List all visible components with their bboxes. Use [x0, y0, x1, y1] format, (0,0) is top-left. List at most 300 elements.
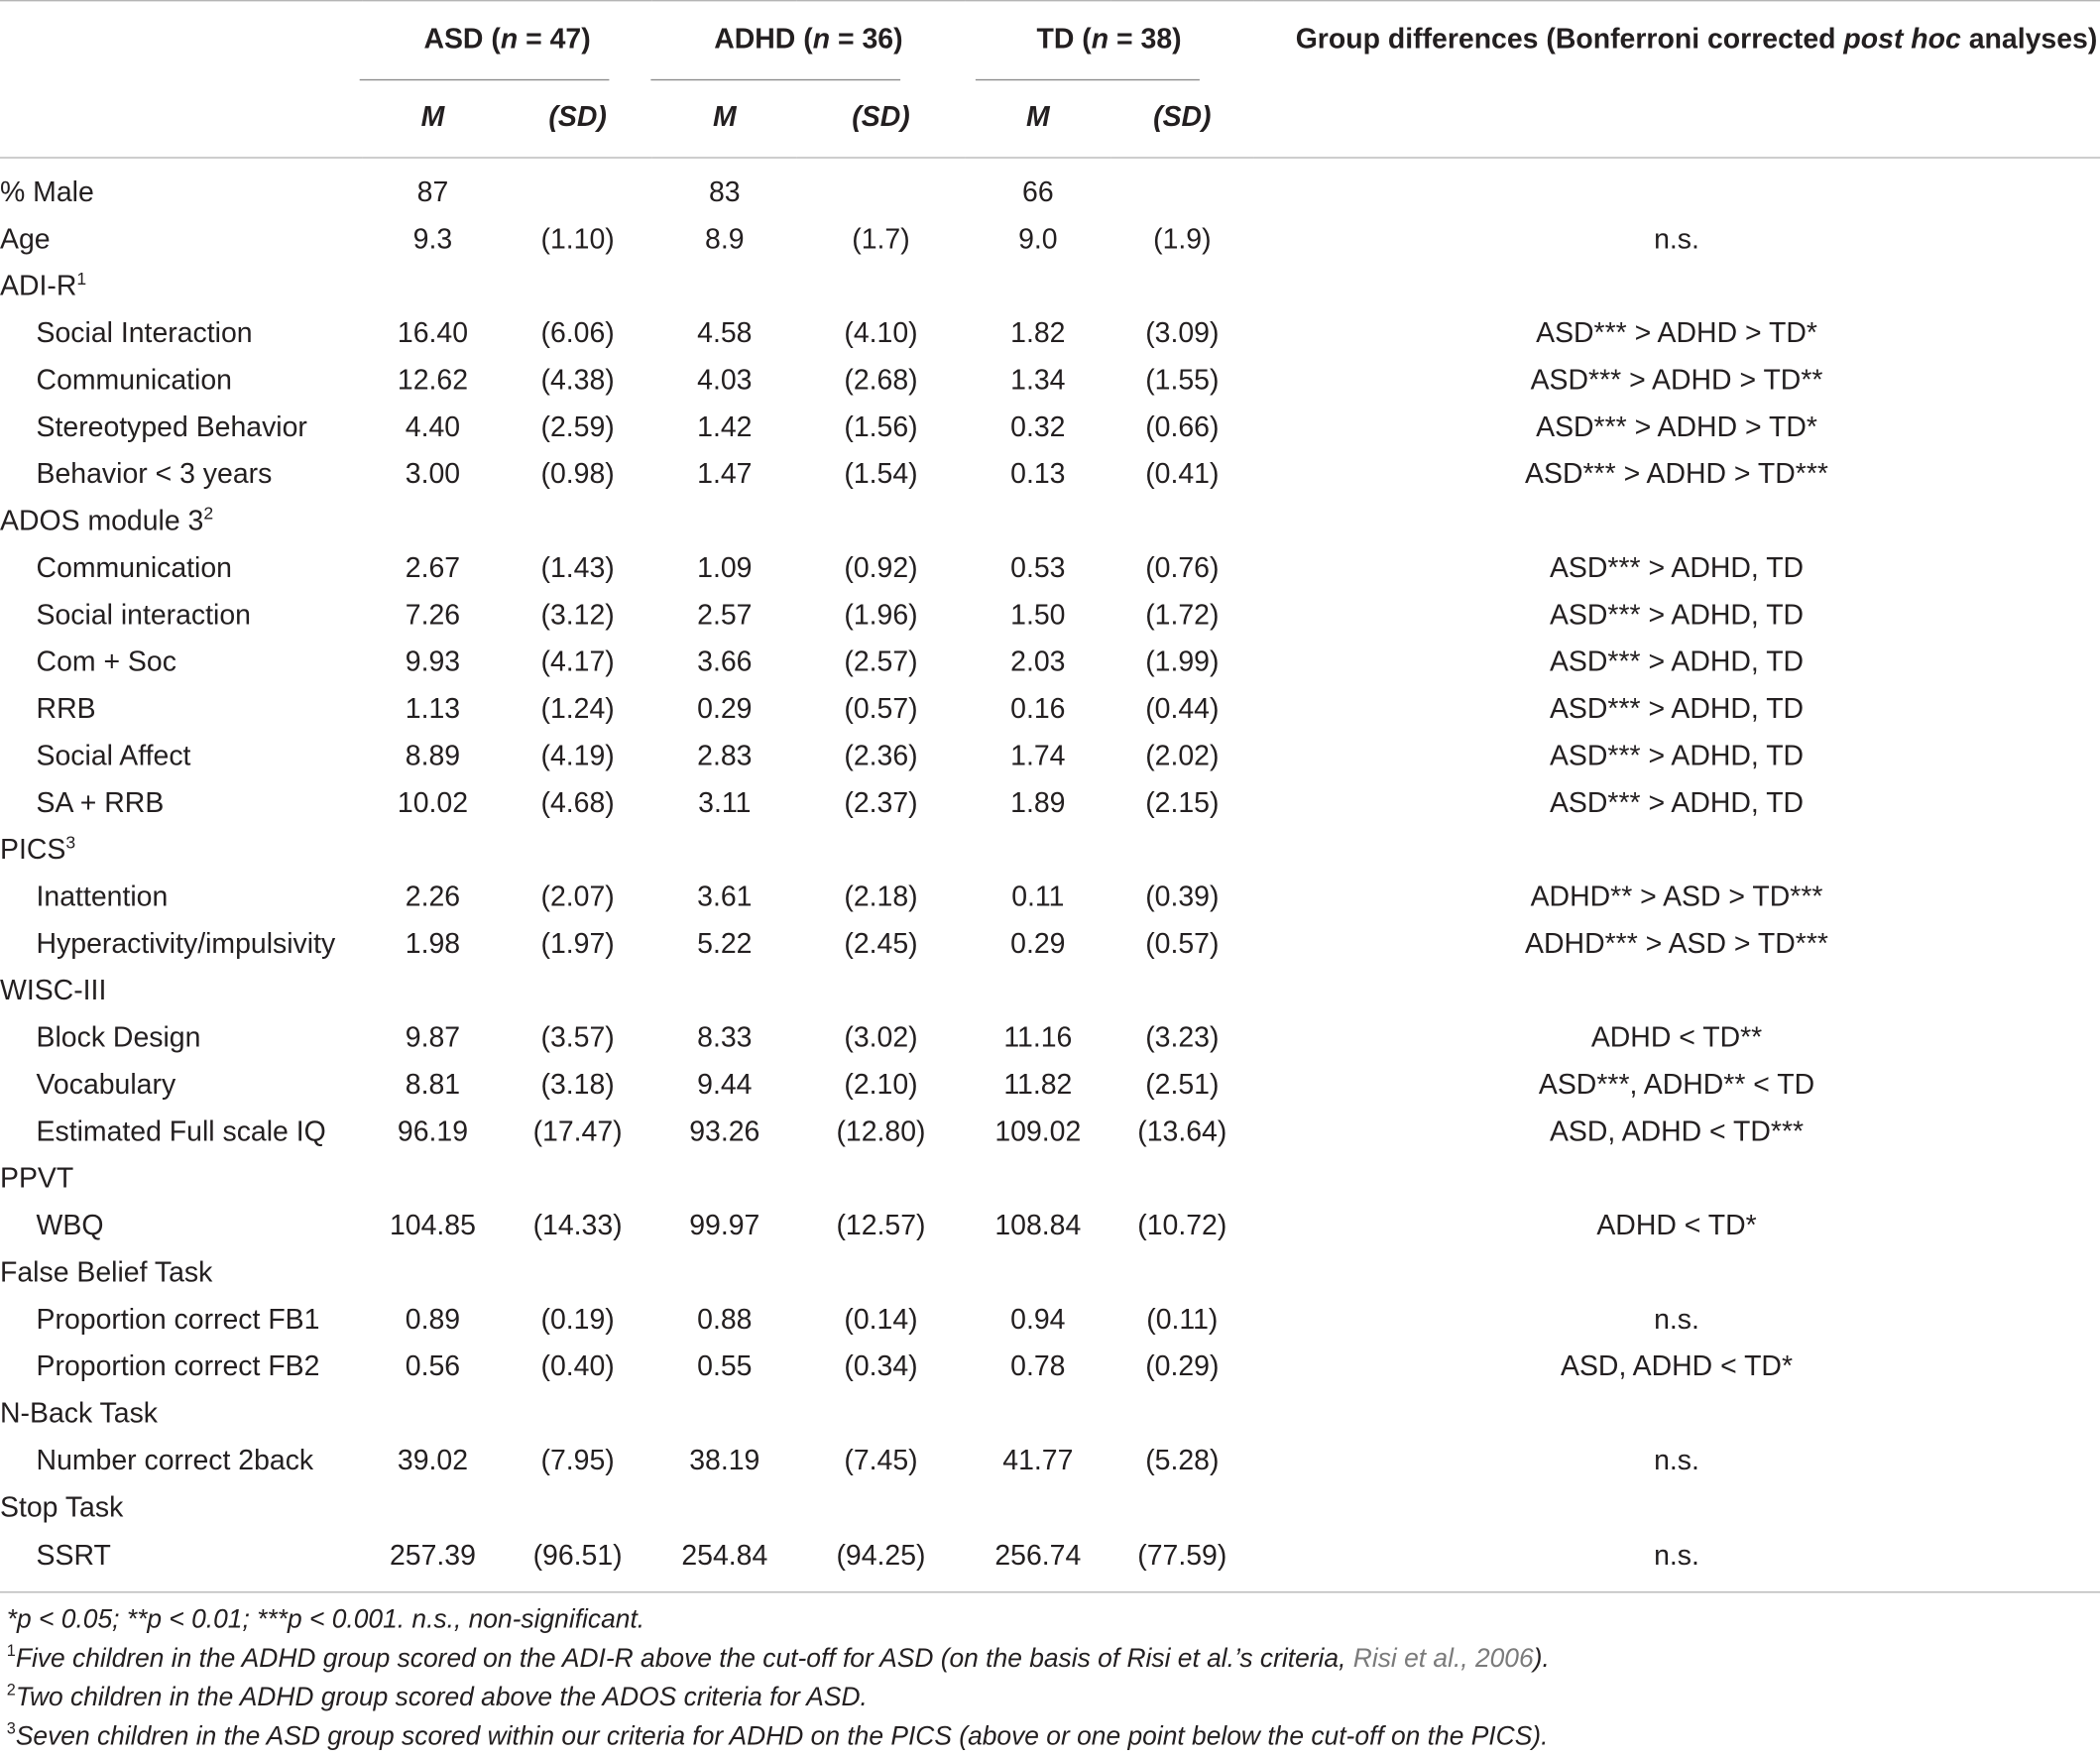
- td-mean-cell: 256.74: [994, 1540, 1082, 1572]
- header-group-asd: [362, 1, 651, 79]
- asd-mean-cell: [362, 827, 503, 874]
- asd-mean-cell: 104.85: [389, 1210, 476, 1241]
- header-row-stats: [0, 79, 2100, 158]
- group-difference-cell: ASD*** > ADHD > TD*: [1536, 317, 1817, 349]
- group-difference-cell: [1253, 1484, 2100, 1531]
- label-text: Age: [0, 223, 51, 255]
- td-mean-cell: [965, 263, 1111, 309]
- td-mean-cell: [965, 1484, 1111, 1531]
- asd-sd-cell: (0.98): [540, 458, 615, 490]
- asd-mean-cell: 16.40: [397, 317, 469, 349]
- adhd-sd-cell: (2.57): [844, 645, 918, 677]
- footnote-mark: 2: [6, 1680, 16, 1699]
- td-sd-cell: (3.23): [1145, 1021, 1220, 1053]
- td-sd-cell: [1111, 170, 1253, 216]
- header-adhd-m: [652, 79, 797, 158]
- adhd-sd-cell: (2.45): [844, 927, 918, 959]
- asd-mean-cell: 2.67: [405, 551, 461, 584]
- asd-sd-cell: (1.97): [540, 927, 615, 959]
- measure-label: [0, 1344, 362, 1390]
- td-sd-cell: (0.44): [1145, 693, 1220, 725]
- label-text: WBQ: [36, 1210, 104, 1241]
- td-sd-cell: (1.72): [1145, 599, 1220, 631]
- measure-label: [0, 686, 362, 733]
- diff-pre: Group differences (Bonferroni corrected: [1295, 24, 1844, 56]
- adhd-mean-cell: [652, 827, 797, 874]
- td-mean-cell: 1.50: [1010, 599, 1066, 631]
- adhd-sd-cell: (12.57): [836, 1210, 926, 1241]
- asd-sd-cell: [504, 1390, 652, 1437]
- label-text: Block Design: [36, 1021, 201, 1053]
- adhd-sd-cell: (2.10): [844, 1068, 918, 1101]
- adhd-mean-cell: 8.33: [697, 1021, 753, 1053]
- label-text: Proportion correct FB2: [36, 1350, 320, 1382]
- header-td-sd: [1111, 79, 1253, 158]
- footnote-text: Seven children in the ASD group scored within our criteria for ADHD on the PICS (above or one point below the cut-off on the PICS).: [15, 1721, 1549, 1752]
- adhd-mean-cell: 254.84: [681, 1540, 768, 1572]
- measure-label: [0, 310, 362, 357]
- n-eq: =: [518, 24, 550, 56]
- adhd-mean-cell: 38.19: [689, 1444, 760, 1476]
- asd-sd-cell: [504, 1249, 652, 1296]
- m-label: M: [712, 101, 737, 133]
- group-n: 47: [549, 24, 582, 56]
- asd-mean-cell: 8.81: [405, 1068, 461, 1101]
- td-sd-cell: (13.64): [1137, 1115, 1227, 1147]
- adhd-mean-cell: 9.44: [697, 1068, 753, 1101]
- footnote-mark: 3: [6, 1718, 16, 1738]
- td-mean-cell: [965, 1390, 1111, 1437]
- td-sd-cell: (1.99): [1145, 645, 1220, 677]
- header-group-adhd: [652, 1, 965, 79]
- adhd-mean-cell: 3.66: [697, 645, 753, 677]
- table-row: [0, 1390, 2100, 1437]
- td-sd-cell: [1111, 1390, 1253, 1437]
- section-label: [0, 263, 362, 309]
- td-sd-cell: [1111, 1249, 1253, 1296]
- asd-mean-cell: 1.13: [405, 693, 461, 725]
- header-row-groups: [0, 1, 2100, 79]
- significance-note: *p < 0.05; **p < 0.01; ***p < 0.001. n.s., non-significant.: [6, 1604, 645, 1635]
- table-footnotes: [7, 1601, 2093, 1757]
- td-mean-cell: 1.82: [1010, 317, 1066, 349]
- adhd-mean-cell: 3.11: [698, 786, 752, 818]
- td-mean-cell: 0.29: [1010, 927, 1066, 959]
- td-mean-cell: 1.89: [1010, 786, 1066, 818]
- label-text: SA + RRB: [36, 786, 165, 818]
- asd-sd-cell: (3.57): [540, 1021, 615, 1053]
- group-difference-cell: ASD, ADHD < TD*: [1561, 1350, 1794, 1382]
- adhd-mean-cell: 2.57: [697, 599, 753, 631]
- adhd-mean-cell: [652, 1249, 797, 1296]
- group-difference-cell: [1253, 827, 2100, 874]
- adhd-sd-cell: (0.34): [844, 1350, 918, 1382]
- table-bottom-rule: [0, 1591, 2100, 1592]
- header-asd-sd: [504, 79, 652, 158]
- adhd-mean-cell: 4.58: [697, 317, 753, 349]
- adhd-sd-cell: (94.25): [836, 1540, 926, 1572]
- group-difference-cell: [1253, 1249, 2100, 1296]
- adhd-mean-cell: 0.29: [697, 693, 753, 725]
- group-difference-cell: ASD*** > ADHD, TD: [1549, 740, 1805, 771]
- measure-label: [0, 357, 362, 404]
- footnote-mark: 3: [65, 831, 76, 852]
- asd-sd-cell: [504, 827, 652, 874]
- asd-mean-cell: 10.02: [397, 786, 469, 818]
- group-difference-cell: ASD*** > ADHD, TD: [1549, 645, 1805, 677]
- asd-sd-cell: (7.95): [540, 1444, 615, 1476]
- table-row: [0, 1249, 2100, 1296]
- spacer-row: [0, 158, 2100, 170]
- measure-label: [0, 1109, 362, 1155]
- td-mean-cell: [965, 968, 1111, 1014]
- td-mean-cell: 0.13: [1010, 458, 1066, 490]
- asd-sd-cell: [504, 968, 652, 1014]
- table-row: [0, 1155, 2100, 1202]
- table-row: [0, 310, 2100, 357]
- label-text: Social Interaction: [36, 317, 253, 349]
- label-text: Hyperactivity/impulsivity: [36, 927, 336, 959]
- table-row: [0, 1061, 2100, 1108]
- label-text: Stereotyped Behavior: [36, 410, 307, 442]
- label-text: Social Affect: [36, 740, 191, 771]
- adhd-sd-cell: (4.10): [844, 317, 918, 349]
- adhd-mean-cell: 4.03: [697, 364, 753, 396]
- td-sd-cell: [1111, 968, 1253, 1014]
- asd-mean-cell: 1.98: [405, 927, 461, 959]
- asd-mean-cell: 4.40: [405, 410, 461, 442]
- group-underline: [360, 79, 610, 80]
- adhd-sd-cell: [797, 1249, 965, 1296]
- adhd-sd-cell: (1.54): [844, 458, 918, 490]
- asd-sd-cell: (17.47): [532, 1115, 623, 1147]
- td-mean-cell: 0.32: [1010, 410, 1066, 442]
- n-open: (: [491, 24, 501, 56]
- measure-label: [0, 1061, 362, 1108]
- citation-link[interactable]: Risi et al., 2006: [1352, 1643, 1534, 1674]
- td-sd-cell: (0.11): [1146, 1303, 1219, 1335]
- section-label: [0, 968, 362, 1014]
- label-text: Com + Soc: [36, 645, 176, 677]
- asd-sd-cell: (4.17): [540, 645, 615, 677]
- adhd-sd-cell: (1.7): [852, 223, 910, 255]
- adhd-mean-cell: [652, 498, 797, 544]
- table-row: [0, 827, 2100, 874]
- measure-label: [0, 920, 362, 967]
- header-empty: [1253, 79, 2100, 158]
- label-text: % Male: [0, 176, 94, 208]
- measure-label: [0, 733, 362, 779]
- table-row: [0, 1296, 2100, 1343]
- adhd-sd-cell: [797, 170, 965, 216]
- measure-label: [0, 451, 362, 498]
- group-difference-cell: [1253, 1155, 2100, 1202]
- table-row: [0, 733, 2100, 779]
- asd-sd-cell: [504, 1484, 652, 1531]
- td-mean-cell: [965, 827, 1111, 874]
- asd-sd-cell: (0.19): [540, 1303, 615, 1335]
- td-sd-cell: [1111, 827, 1253, 874]
- asd-sd-cell: (96.51): [532, 1540, 623, 1572]
- n-open: (: [803, 24, 813, 56]
- group-underline: [976, 79, 1200, 80]
- header-empty: [0, 1, 362, 79]
- measure-label: [0, 404, 362, 450]
- adhd-mean-cell: [652, 968, 797, 1014]
- adhd-mean-cell: 2.83: [697, 740, 753, 771]
- table-row: [0, 1014, 2100, 1061]
- section-label: [0, 216, 362, 263]
- adhd-mean-cell: 83: [708, 176, 741, 208]
- measure-label: [0, 1296, 362, 1343]
- m-label: M: [1025, 101, 1050, 133]
- asd-sd-cell: (2.07): [540, 880, 615, 912]
- label-text: Number correct 2back: [36, 1444, 314, 1476]
- group-difference-cell: [1253, 968, 2100, 1014]
- td-sd-cell: (10.72): [1137, 1210, 1227, 1241]
- adhd-sd-cell: (12.80): [836, 1115, 926, 1147]
- adhd-sd-cell: [797, 827, 965, 874]
- td-mean-cell: 11.82: [1003, 1068, 1073, 1101]
- n-close: ): [581, 24, 591, 56]
- label-text: RRB: [36, 693, 96, 725]
- header-group-td: [965, 1, 1253, 79]
- asd-sd-cell: (0.40): [540, 1350, 615, 1382]
- asd-mean-cell: 7.26: [405, 599, 461, 631]
- table-row: [0, 170, 2100, 216]
- asd-mean-cell: [362, 1390, 503, 1437]
- section-label: [0, 170, 362, 216]
- adhd-sd-cell: [797, 1390, 965, 1437]
- asd-sd-cell: [504, 263, 652, 309]
- table-row: [0, 1203, 2100, 1249]
- asd-mean-cell: [362, 1484, 503, 1531]
- table-row: [0, 263, 2100, 309]
- td-sd-cell: (2.02): [1145, 740, 1220, 771]
- group-name: ASD: [423, 24, 484, 56]
- adhd-mean-cell: [652, 263, 797, 309]
- adhd-mean-cell: [652, 1390, 797, 1437]
- asd-sd-cell: (3.12): [540, 599, 615, 631]
- asd-mean-cell: 8.89: [405, 740, 461, 771]
- group-difference-cell: ASD*** > ADHD > TD*: [1536, 410, 1817, 442]
- adhd-sd-cell: (1.56): [844, 410, 918, 442]
- group-difference-cell: ASD*** > ADHD, TD: [1549, 551, 1805, 584]
- td-mean-cell: 2.03: [1010, 645, 1066, 677]
- group-n: 36: [862, 24, 894, 56]
- table-row: [0, 498, 2100, 544]
- td-sd-cell: (0.39): [1145, 880, 1220, 912]
- td-mean-cell: 9.0: [1018, 223, 1058, 255]
- td-mean-cell: 109.02: [994, 1115, 1082, 1147]
- measure-label: [0, 1531, 362, 1582]
- group-difference-cell: ASD*** > ADHD > TD***: [1525, 458, 1828, 490]
- group-difference-cell: ADHD*** > ASD > TD***: [1525, 927, 1828, 959]
- table-row: [0, 216, 2100, 263]
- adhd-sd-cell: [797, 263, 965, 309]
- section-label: [0, 1390, 362, 1437]
- label-text: Stop Task: [0, 1491, 124, 1523]
- measure-label: [0, 874, 362, 920]
- adhd-mean-cell: 8.9: [705, 223, 745, 255]
- label-text: Vocabulary: [36, 1068, 176, 1101]
- td-sd-cell: (0.76): [1145, 551, 1220, 584]
- table-row: [0, 1437, 2100, 1483]
- td-sd-cell: (5.28): [1145, 1444, 1220, 1476]
- asd-sd-cell: (4.19): [540, 740, 615, 771]
- table-row: [0, 544, 2100, 591]
- group-difference-cell: ASD*** > ADHD, TD: [1549, 599, 1805, 631]
- td-mean-cell: [965, 1155, 1111, 1202]
- group-name: ADHD: [714, 24, 796, 56]
- adhd-sd-cell: [797, 498, 965, 544]
- label-text: PICS: [0, 834, 66, 866]
- asd-mean-cell: [362, 1249, 503, 1296]
- td-sd-cell: [1111, 1155, 1253, 1202]
- measure-label: [0, 1014, 362, 1061]
- adhd-mean-cell: 93.26: [689, 1115, 760, 1147]
- section-label: [0, 1155, 362, 1202]
- table-body: [0, 158, 2100, 1582]
- td-sd-cell: (2.15): [1145, 786, 1220, 818]
- label-text: Communication: [36, 551, 233, 584]
- header-group-differences: [1253, 1, 2100, 79]
- label-text: ADOS module 3: [0, 505, 204, 536]
- adhd-sd-cell: (2.37): [844, 786, 918, 818]
- adhd-sd-cell: [797, 968, 965, 1014]
- group-difference-cell: n.s.: [1654, 1303, 1699, 1335]
- table-row: [0, 404, 2100, 450]
- section-label: [0, 498, 362, 544]
- section-label: [0, 827, 362, 874]
- adhd-sd-cell: (0.14): [844, 1303, 918, 1335]
- asd-sd-cell: (2.59): [540, 410, 615, 442]
- td-sd-cell: (1.55): [1145, 364, 1220, 396]
- asd-sd-cell: (1.24): [540, 693, 615, 725]
- sd-label: (SD): [852, 101, 910, 133]
- header-td-m: [965, 79, 1111, 158]
- asd-mean-cell: 87: [416, 176, 449, 208]
- header-asd-m: [362, 79, 503, 158]
- group-name: TD: [1036, 24, 1075, 56]
- n-eq: =: [830, 24, 863, 56]
- asd-sd-cell: (3.18): [540, 1068, 615, 1101]
- adhd-mean-cell: [652, 1484, 797, 1531]
- asd-sd-cell: (4.68): [540, 786, 615, 818]
- header-adhd-sd: [797, 79, 965, 158]
- footnote-3: [7, 1717, 2093, 1756]
- table-row: [0, 920, 2100, 967]
- td-mean-cell: 1.34: [1010, 364, 1066, 396]
- label-text: Proportion correct FB1: [36, 1303, 320, 1335]
- td-mean-cell: 0.11: [1011, 880, 1065, 912]
- td-mean-cell: 0.94: [1010, 1303, 1066, 1335]
- label-text: SSRT: [36, 1540, 111, 1572]
- adhd-mean-cell: 0.88: [697, 1303, 753, 1335]
- adhd-sd-cell: [797, 1484, 965, 1531]
- label-text: N-Back Task: [0, 1397, 158, 1429]
- footnote-end: ).: [1533, 1643, 1550, 1674]
- footnote-2: [7, 1679, 2093, 1717]
- adhd-sd-cell: (0.57): [844, 693, 918, 725]
- td-mean-cell: 66: [1022, 176, 1054, 208]
- td-mean-cell: 41.77: [1002, 1444, 1074, 1476]
- n-eq: =: [1108, 24, 1141, 56]
- table-row: [0, 968, 2100, 1014]
- n-var: n: [812, 24, 831, 56]
- adhd-mean-cell: 1.09: [697, 551, 753, 584]
- group-difference-cell: ADHD < TD**: [1590, 1021, 1763, 1053]
- footnote-mark: 2: [203, 502, 214, 524]
- asd-mean-cell: [362, 498, 503, 544]
- m-label: M: [420, 101, 445, 133]
- td-sd-cell: [1111, 1484, 1253, 1531]
- td-mean-cell: [965, 498, 1111, 544]
- asd-mean-cell: [362, 263, 503, 309]
- group-difference-cell: ASD*** > ADHD, TD: [1549, 693, 1805, 725]
- group-difference-cell: n.s.: [1654, 223, 1699, 255]
- group-difference-cell: n.s.: [1654, 1540, 1699, 1572]
- adhd-sd-cell: (2.68): [844, 364, 918, 396]
- label-text: ADI-R: [0, 270, 77, 301]
- td-sd-cell: (77.59): [1137, 1540, 1227, 1572]
- asd-mean-cell: 96.19: [397, 1115, 469, 1147]
- asd-mean-cell: 9.87: [405, 1021, 461, 1053]
- group-difference-cell: ASD, ADHD < TD***: [1549, 1115, 1805, 1147]
- label-text: Estimated Full scale IQ: [36, 1115, 326, 1147]
- n-var: n: [1091, 24, 1109, 56]
- footnote-text: Five children in the ADHD group scored on the ADI-R above the cut-off for ASD (on the basis of Risi et al.’s criteria,: [15, 1643, 1353, 1674]
- group-difference-cell: n.s.: [1654, 1444, 1699, 1476]
- label-text: PPVT: [0, 1162, 74, 1194]
- td-sd-cell: (0.41): [1145, 458, 1220, 490]
- table-row: [0, 874, 2100, 920]
- measure-label: [0, 779, 362, 826]
- adhd-mean-cell: 1.47: [697, 458, 753, 490]
- table-row: [0, 639, 2100, 685]
- asd-mean-cell: 257.39: [389, 1540, 476, 1572]
- td-sd-cell: [1111, 498, 1253, 544]
- asd-mean-cell: [362, 1155, 503, 1202]
- asd-mean-cell: 0.89: [405, 1303, 461, 1335]
- group-difference-cell: ADHD** > ASD > TD***: [1530, 880, 1823, 912]
- adhd-sd-cell: (3.02): [844, 1021, 918, 1053]
- label-text: Behavior < 3 years: [36, 458, 273, 490]
- asd-sd-cell: [504, 170, 652, 216]
- group-difference-cell: [1253, 170, 2100, 216]
- n-open: (: [1082, 24, 1092, 56]
- measure-label: [0, 544, 362, 591]
- td-mean-cell: 108.84: [994, 1210, 1082, 1241]
- asd-sd-cell: (14.33): [532, 1210, 623, 1241]
- label-text: False Belief Task: [0, 1256, 213, 1288]
- n-close: ): [893, 24, 903, 56]
- adhd-mean-cell: 3.61: [697, 880, 753, 912]
- label-text: Communication: [36, 364, 233, 396]
- adhd-mean-cell: 5.22: [697, 927, 753, 959]
- label-text: Social interaction: [36, 599, 251, 631]
- adhd-mean-cell: 0.55: [697, 1350, 753, 1382]
- table-row: [0, 1344, 2100, 1390]
- group-difference-cell: [1253, 263, 2100, 309]
- adhd-sd-cell: (2.18): [844, 880, 918, 912]
- asd-sd-cell: [504, 498, 652, 544]
- td-sd-cell: (0.66): [1145, 410, 1220, 442]
- adhd-mean-cell: [652, 1155, 797, 1202]
- td-sd-cell: (3.09): [1145, 317, 1220, 349]
- asd-mean-cell: [362, 968, 503, 1014]
- adhd-sd-cell: (7.45): [844, 1444, 918, 1476]
